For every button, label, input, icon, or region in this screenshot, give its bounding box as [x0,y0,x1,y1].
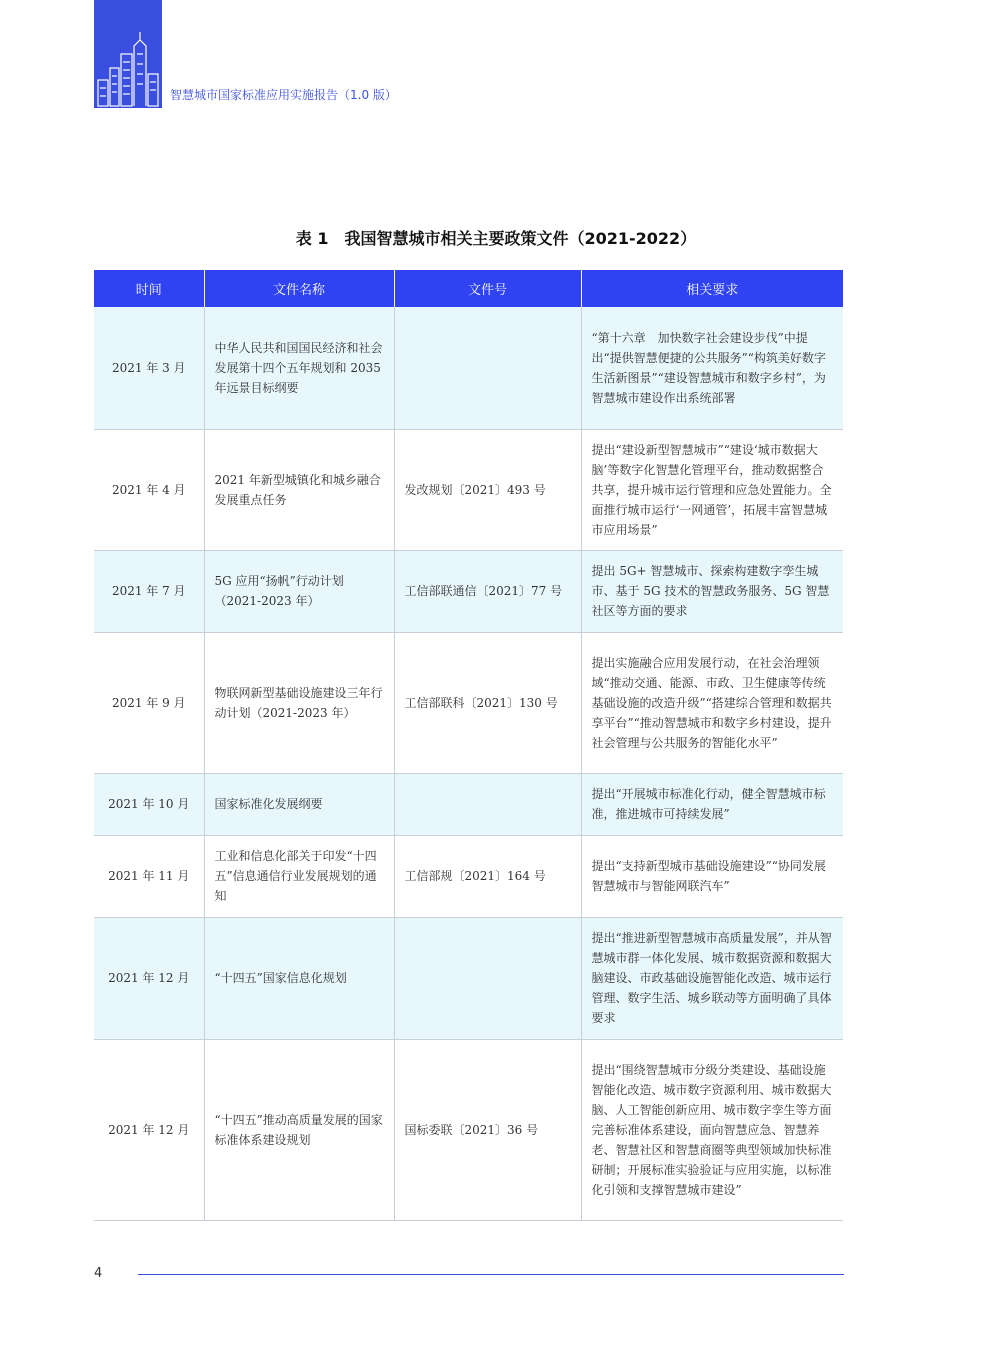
table-row [94,835,843,917]
table-row [94,773,843,835]
column-header-time: 时间 [94,270,204,307]
cell-name: 工业和信息化部关于印发“十四五”信息通信行业发展规划的通知 [204,835,394,917]
cell-name: 中华人民共和国国民经济和社会发展第十四个五年规划和 2035 年远景目标纲要 [204,307,394,429]
cell-requirement: “第十六章 加快数字社会建设步伐”中提出“提供智慧便捷的公共服务”“构筑美好数字生活新图景”“建设智慧城市和数字乡村”，为智慧城市建设作出系统部署 [581,307,843,429]
column-header-name: 文件名称 [204,270,394,307]
cell-number [394,773,581,835]
table-row [94,1039,843,1220]
cell-requirement: 提出“支持新型城市基础设施建设”“协同发展智慧城市与智能网联汽车” [581,835,843,917]
cell-requirement: 提出“推进新型智慧城市高质量发展”，并从智慧城市群一体化发展、城市数据资源和数据大脑建设、市政基础设施智能化改造、城市运行管理、数字生活、城乡联动等方面明确了具体要求 [581,917,843,1039]
cell-requirement: 提出 5G+ 智慧城市、探索构建数字孪生城市、基于 5G 技术的智慧政务服务、5G 智慧社区等方面的要求 [581,550,843,632]
table-row [94,429,843,550]
cell-number [394,307,581,429]
cell-number: 工信部规〔2021〕164 号 [394,835,581,917]
cell-number: 发改规划〔2021〕493 号 [394,429,581,550]
table-row [94,550,843,632]
table-row [94,307,843,429]
table-caption: 表 1 我国智慧城市相关主要政策文件（2021-2022） [295,229,697,248]
column-header-number: 文件号 [394,270,581,307]
cell-time: 2021 年 7 月 [94,550,204,632]
cell-name: 2021 年新型城镇化和城乡融合发展重点任务 [204,429,394,550]
cell-name: 物联网新型基础设施建设三年行动计划（2021-2023 年） [204,632,394,773]
cell-number [394,917,581,1039]
cell-requirement: 提出实施融合应用发展行动，在社会治理领域“推动交通、能源、市政、卫生健康等传统基础设施的改造升级”“搭建综合管理和数据共享平台”“推动智慧城市和数字乡村建设，提升社会管理与公共服务的智能化水平” [581,632,843,773]
cell-requirement: 提出“围绕智慧城市分级分类建设、基础设施智能化改造、城市数字资源利用、城市数据大脑、人工智能创新应用、城市数字孪生等方面完善标准体系建设，面向智慧应急、智慧养老、智慧社区和智慧商圈等典型领域加快标准研制；开展标准实验验证与应用实施，以标准化引领和支撑智慧城市建设” [581,1039,843,1220]
cell-number: 国标委联〔2021〕36 号 [394,1039,581,1220]
policy-table [94,270,843,1221]
cell-time: 2021 年 12 月 [94,1039,204,1220]
cell-time: 2021 年 3 月 [94,307,204,429]
cell-name: “十四五”推动高质量发展的国家标准体系建设规划 [204,1039,394,1220]
cell-time: 2021 年 9 月 [94,632,204,773]
table-header-row [94,270,843,307]
header-logo-block [94,0,162,108]
column-header-requirement: 相关要求 [581,270,843,307]
cell-requirement: 提出“建设新型智慧城市”“建设‘城市数据大脑’等数字化智慧化管理平台，推动数据整合共享，提升城市运行管理和应急处置能力。全面推行城市运行‘一网通管’，拓展丰富智慧城市应用场景” [581,429,843,550]
cell-number: 工信部联科〔2021〕130 号 [394,632,581,773]
cell-number: 工信部联通信〔2021〕77 号 [394,550,581,632]
city-skyline-icon [94,0,162,108]
cell-time: 2021 年 12 月 [94,917,204,1039]
table-row [94,917,843,1039]
cell-time: 2021 年 10 月 [94,773,204,835]
cell-requirement: 提出“开展城市标准化行动，健全智慧城市标准，推进城市可持续发展” [581,773,843,835]
table-row [94,632,843,773]
cell-name: 5G 应用“扬帆”行动计划（2021-2023 年） [204,550,394,632]
cell-name: 国家标准化发展纲要 [204,773,394,835]
cell-time: 2021 年 4 月 [94,429,204,550]
footer-divider [138,1274,844,1275]
cell-time: 2021 年 11 月 [94,835,204,917]
cell-name: “十四五”国家信息化规划 [204,917,394,1039]
report-title: 智慧城市国家标准应用实施报告（1.0 版） [170,88,397,102]
page-number: 4 [94,1266,103,1281]
